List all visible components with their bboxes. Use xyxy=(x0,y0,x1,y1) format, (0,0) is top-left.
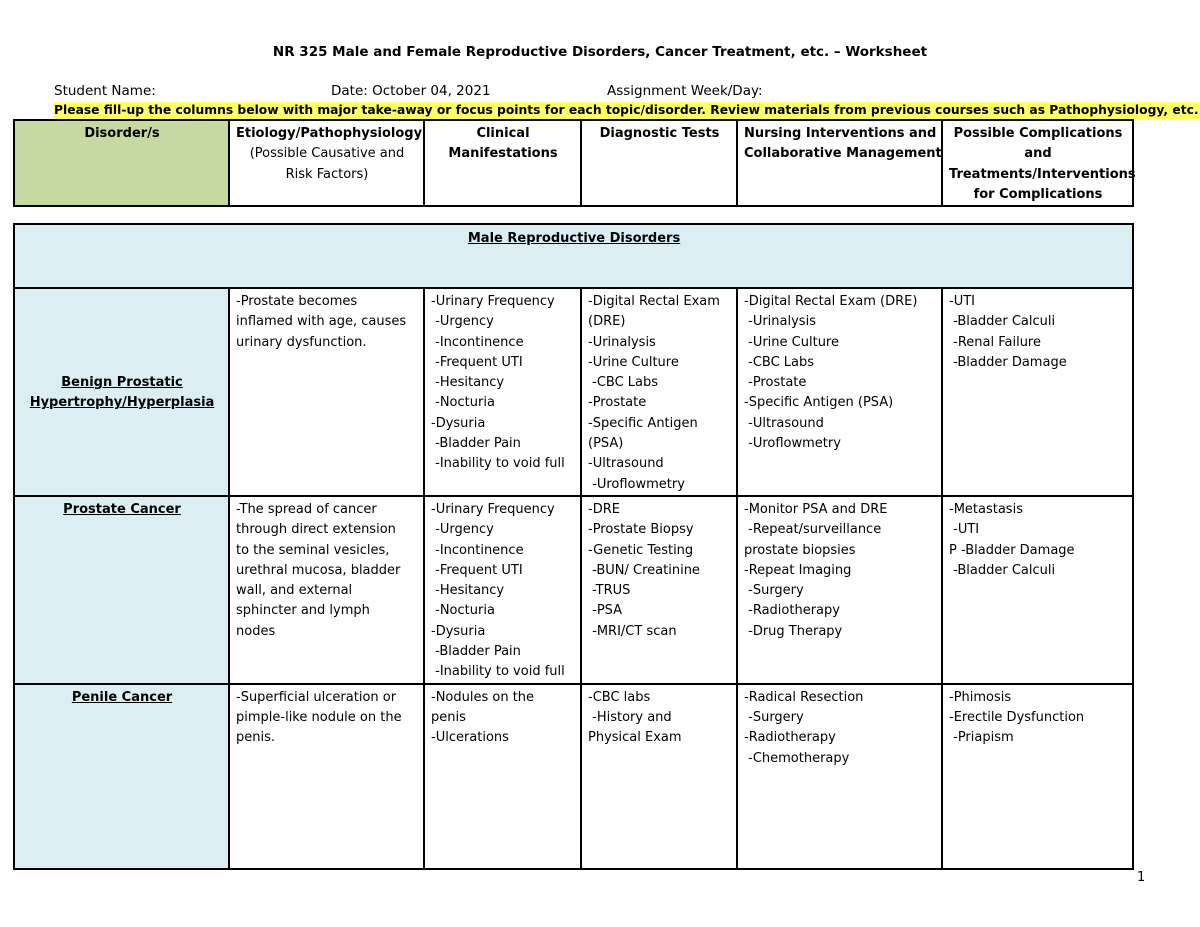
header-diagnostic-tests: Diagnostic Tests xyxy=(581,120,737,206)
cell-line: -Hesitancy xyxy=(431,375,505,391)
cell-line: -PSA xyxy=(588,603,623,619)
header-clinical-manifestations: Clinical Manifestations xyxy=(424,120,581,206)
table-row xyxy=(14,684,1133,869)
complications-cell xyxy=(942,496,1133,684)
cell-line: -MRI/CT scan xyxy=(588,623,677,639)
cell-line: -Uroflowmetry xyxy=(588,476,685,492)
disorders-table xyxy=(13,223,1134,870)
complications-cell xyxy=(942,288,1133,496)
cell-line: inflamed with age, causes xyxy=(236,314,407,330)
cell-line: -Nocturia xyxy=(431,395,495,411)
disorder-name: Prostate Cancer xyxy=(14,496,229,684)
etiology-cell xyxy=(229,684,424,869)
cell-line: -Digital Rectal Exam xyxy=(588,294,720,309)
cell-line: sphincter and lymph xyxy=(236,603,370,619)
interventions-cell xyxy=(737,496,942,684)
page-number: 1 xyxy=(1137,870,1146,885)
cell-line: -Nocturia xyxy=(431,603,495,619)
cell-line: -Prostate Biopsy xyxy=(588,522,694,538)
cell-line: wall, and external xyxy=(236,583,353,599)
cell-line: -Prostate becomes xyxy=(236,294,358,309)
section-title: Male Reproductive Disorders xyxy=(14,224,1133,288)
cell-line: -Chemotherapy xyxy=(744,750,850,766)
cell-line: -UTI xyxy=(949,294,975,309)
cell-line: -Uroflowmetry xyxy=(744,436,841,452)
cell-line: -Bladder Calculi xyxy=(949,562,1056,578)
cell-line: -Surgery xyxy=(744,709,804,725)
cell-line: -Surgery xyxy=(744,583,804,599)
cell-line: -Drug Therapy xyxy=(744,623,843,639)
diagnostic-tests-cell xyxy=(581,684,737,869)
diagnostic-tests-cell xyxy=(581,288,737,496)
cell-line: to the seminal vesicles, xyxy=(236,542,390,558)
cell-line: P -Bladder Damage xyxy=(949,542,1075,558)
header-complications: Possible Complications and Treatments/Interventions for Complications xyxy=(942,120,1133,206)
cell-line: -Incontinence xyxy=(431,542,524,558)
cell-line: -Frequent UTI xyxy=(431,354,523,370)
cell-line: -Urinalysis xyxy=(744,314,816,330)
cell-line: -Urine Culture xyxy=(744,334,839,350)
cell-line: -Radiotherapy xyxy=(744,730,836,746)
cell-line: -The spread of cancer xyxy=(236,501,377,517)
cell-line: -Radical Resection xyxy=(744,689,864,705)
header-nursing-interventions: Nursing Interventions and Collaborative Management xyxy=(737,120,942,206)
cell-line: -Priapism xyxy=(949,730,1014,746)
date-label: Date: October 04, 2021 xyxy=(331,83,491,99)
table-row xyxy=(14,288,1133,496)
cell-line: -Urinalysis xyxy=(588,334,656,350)
disorder-name: Penile Cancer xyxy=(14,684,229,869)
disorder-name: Benign Prostatic Hypertrophy/Hyperplasia xyxy=(14,288,229,496)
cell-line: -TRUS xyxy=(588,583,631,599)
manifestations-cell xyxy=(424,288,581,496)
cell-line: -Ulcerations xyxy=(431,730,509,746)
cell-line: -Hesitancy xyxy=(431,583,505,599)
cell-line: -Prostate xyxy=(744,375,807,391)
cell-line: -Repeat/surveillance xyxy=(744,522,882,538)
diagnostic-tests-cell xyxy=(581,496,737,684)
interventions-cell xyxy=(737,684,942,869)
manifestations-cell xyxy=(424,496,581,684)
cell-line: -Erectile Dysfunction xyxy=(949,709,1085,725)
cell-line: -Urine Culture xyxy=(588,354,679,370)
table-row xyxy=(14,496,1133,684)
cell-line: -History and xyxy=(588,709,672,725)
cell-line: -Dysuria xyxy=(431,415,486,431)
cell-line: -Urinary Frequency xyxy=(431,501,555,517)
cell-line: -Ultrasound xyxy=(744,415,824,431)
cell-line: Physical Exam xyxy=(588,730,682,746)
cell-line: -Phimosis xyxy=(949,689,1012,705)
cell-line: nodes xyxy=(236,623,276,639)
cell-line: -Incontinence xyxy=(431,334,524,350)
etiology-cell xyxy=(229,288,424,496)
complications-cell xyxy=(942,684,1133,869)
header-etiology: Etiology/Pathophysiology (Possible Causative and Risk Factors) xyxy=(229,120,424,206)
cell-line: prostate biopsies xyxy=(744,542,856,558)
cell-line: -Ultrasound xyxy=(588,456,664,472)
header-disorders: Disorder/s xyxy=(14,120,229,206)
cell-line: -Dysuria xyxy=(431,623,486,639)
interventions-cell xyxy=(737,288,942,496)
cell-line: -DRE xyxy=(588,501,620,517)
cell-line: -Repeat Imaging xyxy=(744,562,852,578)
cell-line: -Bladder Pain xyxy=(431,436,521,452)
cell-line: -Radiotherapy xyxy=(744,603,840,619)
cell-line: -Inability to void full xyxy=(431,664,565,680)
cell-line: -Digital Rectal Exam (DRE) xyxy=(744,294,918,309)
cell-line: -Frequent UTI xyxy=(431,562,523,578)
etiology-cell xyxy=(229,496,424,684)
cell-line: (PSA) xyxy=(588,436,624,452)
header-table xyxy=(13,119,1134,207)
manifestations-cell xyxy=(424,684,581,869)
cell-line: -Urgency xyxy=(431,314,494,330)
cell-line: -Bladder Pain xyxy=(431,644,521,660)
cell-line: -Superficial ulceration or xyxy=(236,689,397,705)
cell-line: -Urinary Frequency xyxy=(431,294,555,309)
cell-line: -Nodules on the xyxy=(431,689,535,705)
cell-line: -CBC Labs xyxy=(744,354,815,370)
cell-line: through direct extension xyxy=(236,522,396,538)
cell-line: urethral mucosa, bladder xyxy=(236,562,401,578)
cell-line: -Specific Antigen xyxy=(588,415,698,431)
cell-line: -Renal Failure xyxy=(949,334,1041,350)
cell-line: -Metastasis xyxy=(949,501,1023,517)
instruction-banner: Please fill-up the columns below with major take-away or focus points for each topic/disorder. Review materials from previous courses such as Pathophysiology, etc. xyxy=(54,103,1199,117)
cell-line: urinary dysfunction. xyxy=(236,334,367,350)
cell-line: (DRE) xyxy=(588,314,626,330)
cell-line: -Prostate xyxy=(588,395,647,411)
cell-line: -BUN/ Creatinine xyxy=(588,562,700,578)
cell-line: -UTI xyxy=(949,522,980,538)
document-title: NR 325 Male and Female Reproductive Disorders, Cancer Treatment, etc. – Worksheet xyxy=(272,44,928,60)
cell-line: -Monitor PSA and DRE xyxy=(744,501,888,517)
cell-line: -Inability to void full xyxy=(431,456,565,472)
cell-line: -Bladder Calculi xyxy=(949,314,1056,330)
cell-line: -Bladder Damage xyxy=(949,354,1067,370)
student-name-label: Student Name: xyxy=(54,83,156,99)
cell-line: -Urgency xyxy=(431,522,494,538)
cell-line: penis. xyxy=(236,730,276,746)
cell-line: -Genetic Testing xyxy=(588,542,694,558)
cell-line: -CBC Labs xyxy=(588,375,659,391)
cell-line: -CBC labs xyxy=(588,689,651,705)
cell-line: penis xyxy=(431,709,466,725)
cell-line: -Specific Antigen (PSA) xyxy=(744,395,894,411)
cell-line: pimple-like nodule on the xyxy=(236,709,402,725)
assignment-label: Assignment Week/Day: xyxy=(607,83,763,99)
